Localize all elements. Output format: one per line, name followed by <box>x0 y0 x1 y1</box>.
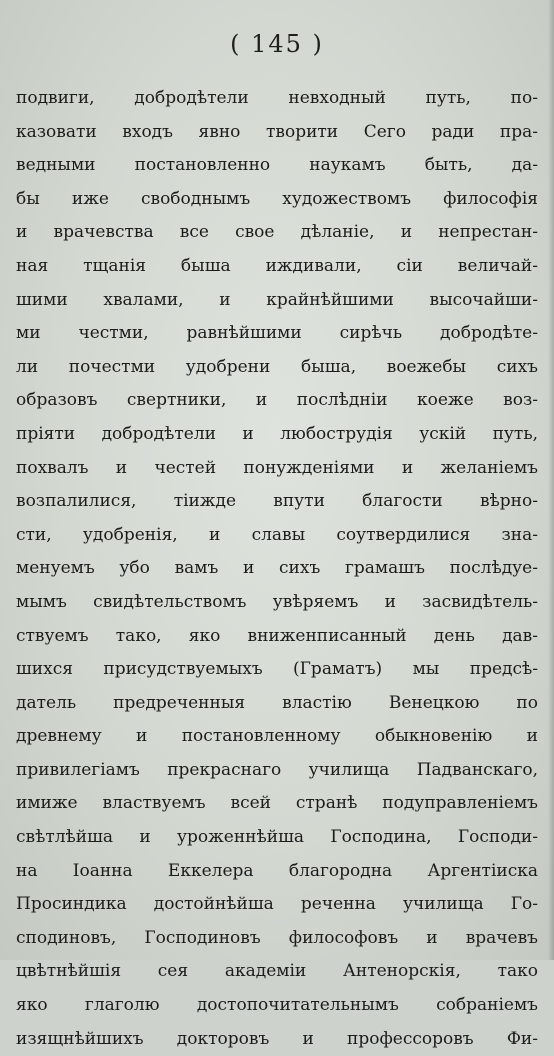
page-number: ( 145 ) <box>230 30 324 58</box>
text-line: свѣтлѣйша и уроженнѣйша Господина, Господи- <box>16 827 538 848</box>
text-line: цвѣтнѣйшія сея академіи Антенорскія, тако <box>16 961 538 982</box>
text-line: шихся присудствуемыхъ (Граматъ) мы предсѣ- <box>16 659 538 680</box>
text-line: образовъ свертники, и послѣдніи коеже воз- <box>16 390 538 411</box>
page-edge-shadow <box>548 0 554 960</box>
text-line: Просиндика достойнѣйша реченна училища Го- <box>16 894 538 915</box>
text-line: древнему и постановленному обыкновенію и <box>16 726 538 747</box>
text-line: датель предреченныя властію Венецкою по <box>16 692 538 713</box>
text-line: изящнѣйшихъ докторовъ и профессоровъ Фи- <box>16 1028 538 1049</box>
text-line: привилегіамъ прекраснаго училища Падванскаго, <box>16 759 538 780</box>
text-line: ли почестми удобрени быша, воежебы сихъ <box>16 356 538 377</box>
text-line: подвиги, добродѣтели невходный путь, по- <box>16 88 538 108</box>
text-line: менуемъ убо вамъ и сихъ грамашъ послѣдуе- <box>16 558 538 579</box>
text-line: яко глаголю достопочитательнымъ собраніемъ <box>16 995 538 1016</box>
text-line: мымъ свидѣтельствомъ увѣряемъ и засвидѣтель- <box>16 591 538 612</box>
text-line: на Іоанна Еккелера благородна Аргентіиска <box>16 860 538 881</box>
body-text <box>16 82 538 1056</box>
text-line: ная тщанія быша иждивали, сіи величай- <box>16 255 538 276</box>
text-line: пріяти добродѣтели и любострудія ускій путь, <box>16 423 538 444</box>
text-line: имиже властвуемъ всей странѣ подуправленіемъ <box>16 793 538 814</box>
text-line: сти, удобренія, и славы соутвердилися зна- <box>16 524 538 545</box>
text-line: возпалилися, тіиждe впути благости вѣрно- <box>16 491 538 512</box>
text-line: бы иже свободнымъ художествомъ философія <box>16 188 538 209</box>
text-line: казовати входъ явно творити Сего ради пра- <box>16 121 538 142</box>
text-line: похвалъ и честей понужденіями и желаніемъ <box>16 457 538 478</box>
text-line: шими хвалами, и крайнѣйшими высочайши- <box>16 289 538 310</box>
text-line: ведными постановленно наукамъ быть, да- <box>16 155 538 176</box>
text-line: и врачевства все свое дѣланіе, и непрестан- <box>16 222 538 243</box>
text-line: ми честми, равнѣйшими сирѣчь добродѣте- <box>16 323 538 344</box>
text-line: сподиновъ, Господиновъ философовъ и врачевъ <box>16 927 538 948</box>
text-line: ствуемъ тако, яко вниженписанный день дав- <box>16 625 538 646</box>
